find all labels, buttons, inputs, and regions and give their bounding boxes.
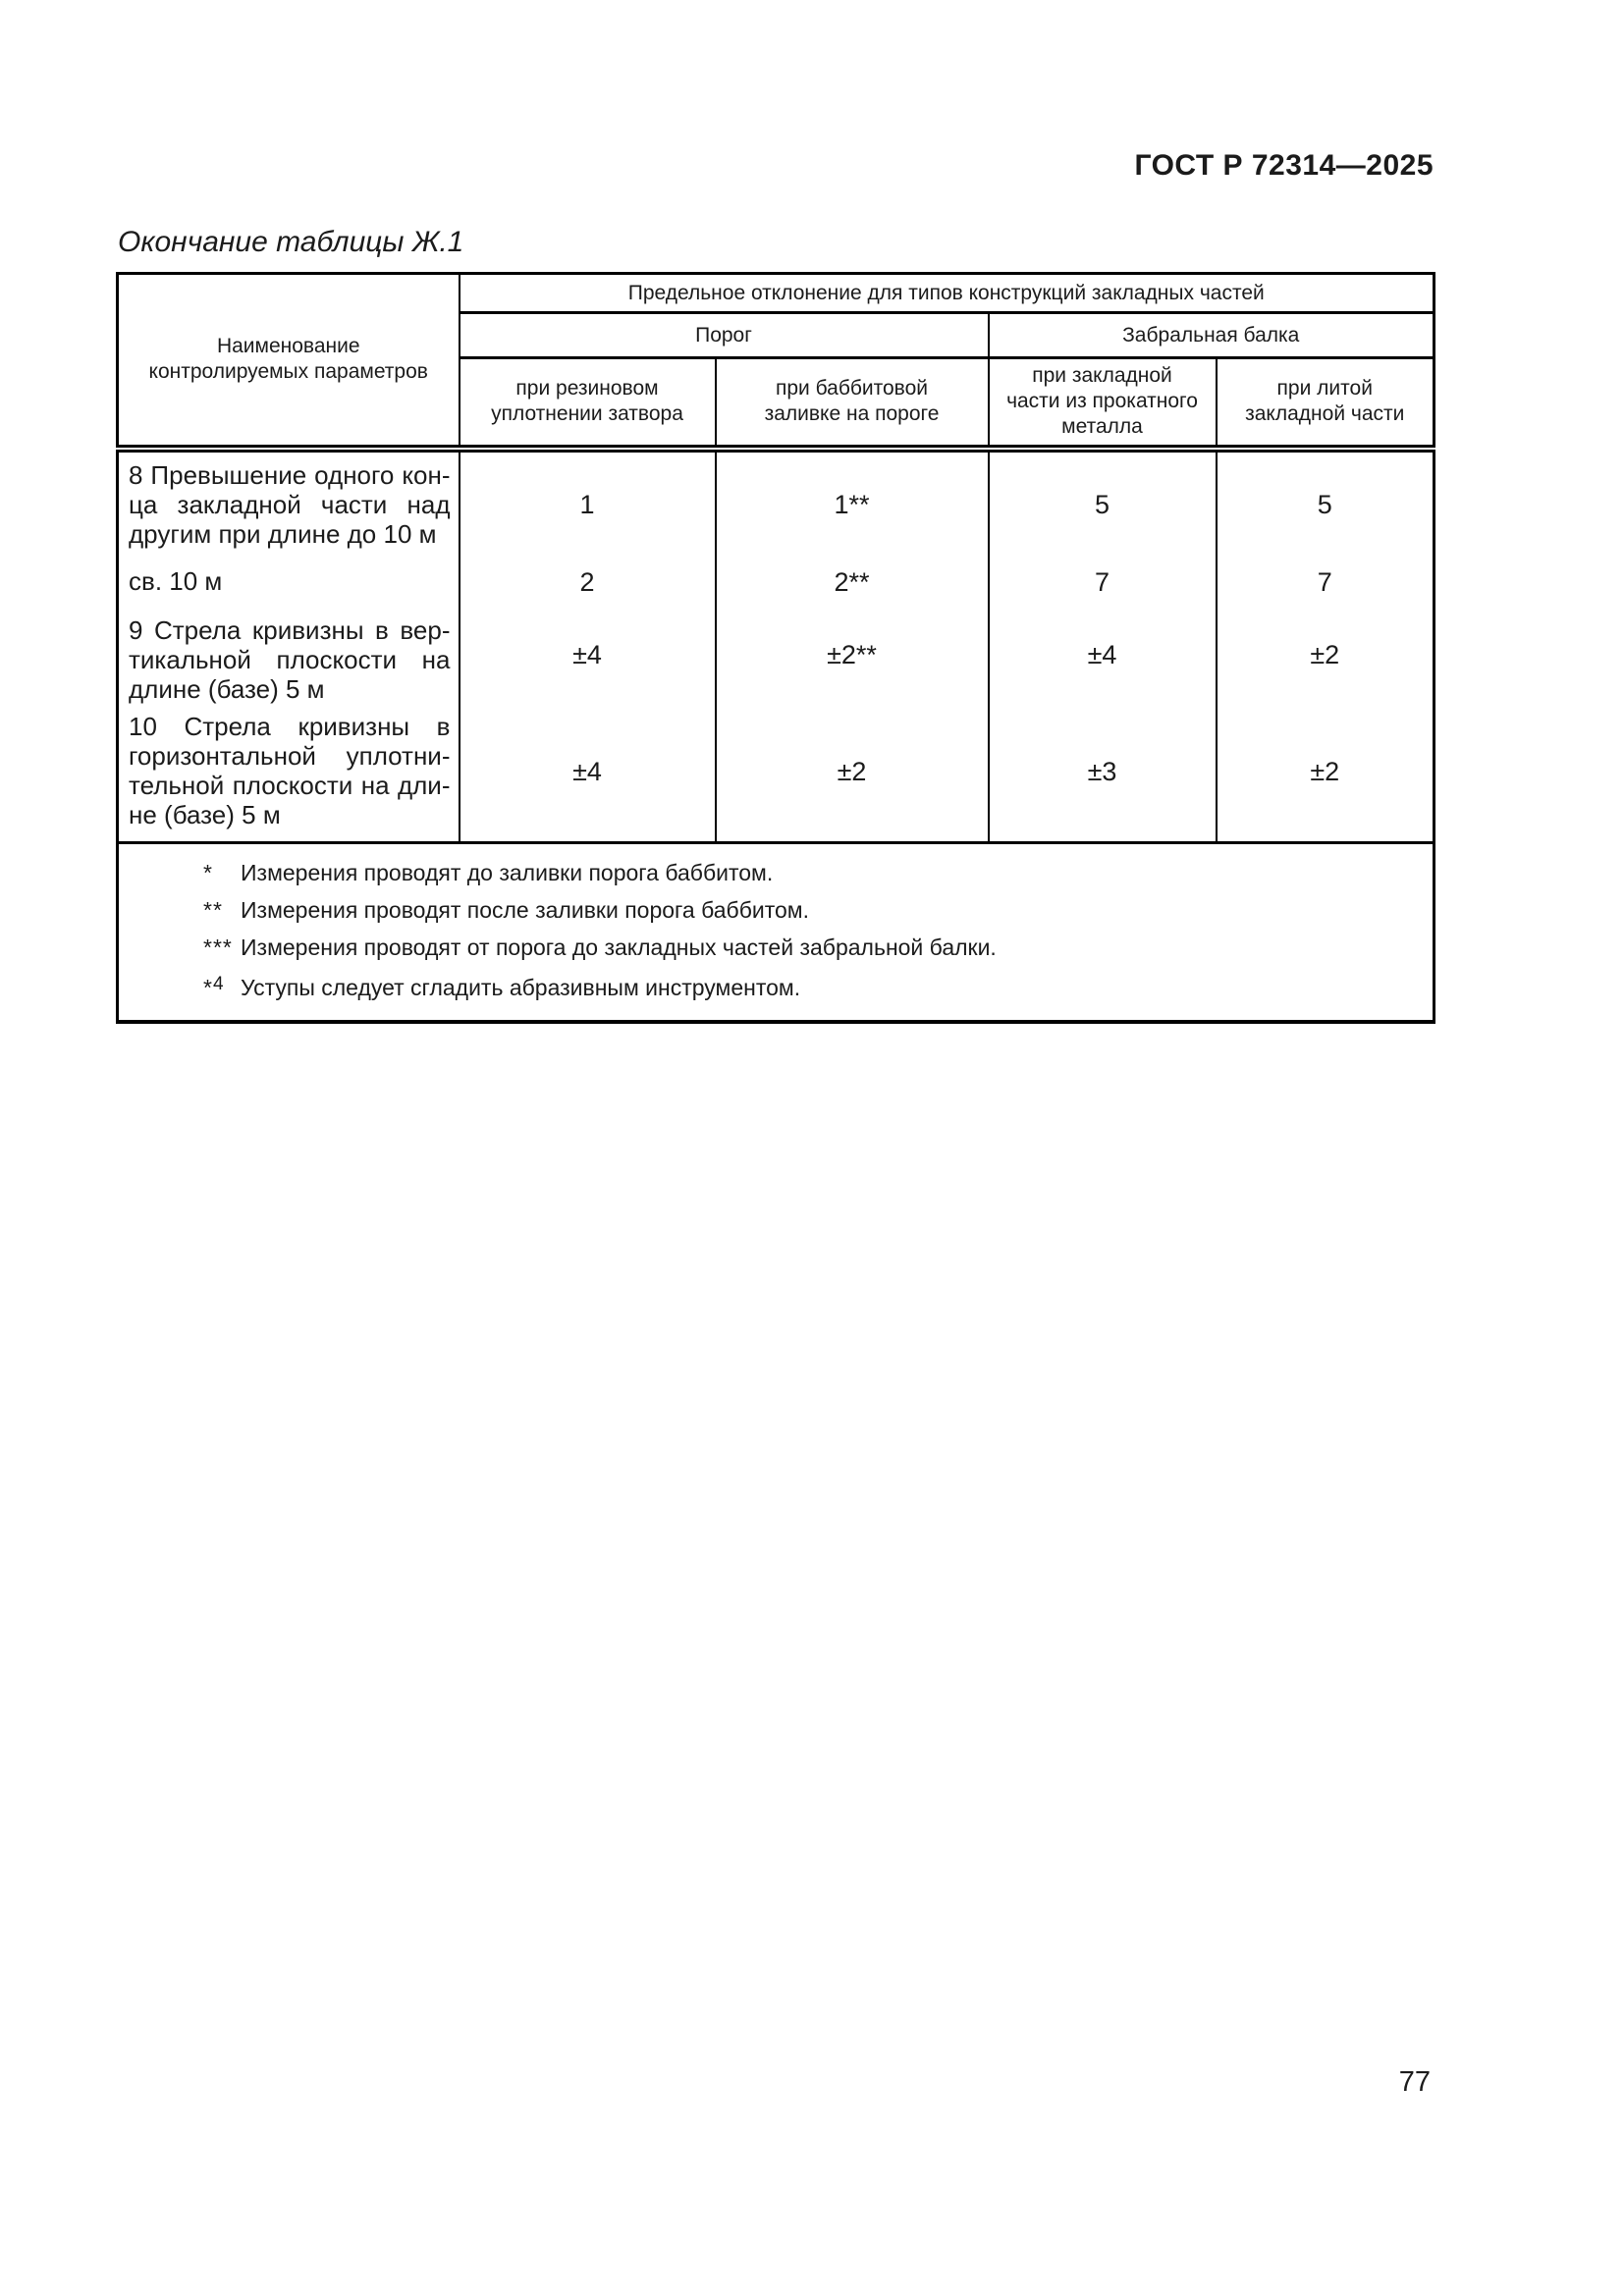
table-row bbox=[118, 608, 1435, 704]
table-row bbox=[118, 704, 1435, 843]
table-row bbox=[118, 449, 1435, 559]
param-text-line: 8 Превышение одного кон- bbox=[129, 459, 451, 490]
value-cell: ±4 bbox=[460, 608, 716, 704]
footnotes-row bbox=[118, 843, 1435, 1023]
footnote-text: Уступы следует сгладить абразивным инструментом. bbox=[241, 975, 801, 1000]
value-cell: ±4 bbox=[460, 704, 716, 843]
footnote-text: Измерения проводят от порога до закладных частей забральной балки. bbox=[241, 934, 997, 960]
footnotes-cell bbox=[118, 843, 1435, 1023]
header-line: металла bbox=[1061, 415, 1143, 439]
header-line: части из прокатного bbox=[1006, 390, 1198, 413]
value-cell: 5 bbox=[989, 449, 1217, 559]
header-line: заливке на пороге bbox=[764, 402, 940, 426]
header-cell-rolled-metal bbox=[989, 358, 1217, 449]
header-line: при закладной bbox=[1032, 364, 1172, 388]
table-row bbox=[118, 559, 1435, 608]
value-cell: ±2** bbox=[716, 608, 989, 704]
param-text-line: св. 10 м bbox=[129, 565, 223, 596]
header-line: Наименование bbox=[216, 335, 360, 358]
header-line: при литой bbox=[1276, 377, 1373, 400]
param-text-line: тикальной плоскости на bbox=[129, 644, 451, 674]
footnote-marker: * bbox=[203, 860, 213, 885]
page-number: 77 bbox=[1398, 2066, 1431, 2098]
param-name-cell bbox=[118, 559, 460, 608]
param-text-line: 9 Стрела кривизны в вер- bbox=[129, 614, 451, 645]
footnote bbox=[203, 854, 1413, 891]
footnote-marker: ** bbox=[203, 897, 223, 923]
footnote-text: Измерения проводят после заливки порога баббитом. bbox=[241, 897, 810, 923]
footnote-marker: *$^4$ bbox=[203, 974, 225, 1000]
value-cell: 2 bbox=[460, 559, 716, 608]
param-text-line: тельной плоскости на дли- bbox=[129, 770, 451, 800]
header-cell-parameter-name bbox=[118, 274, 460, 449]
value-cell: ±3 bbox=[989, 704, 1217, 843]
value-cell: ±4 bbox=[989, 608, 1217, 704]
header-cell-limit-deviation: Предельное отклонение для типов конструкций закладных частей bbox=[460, 274, 1435, 313]
header-cell-rubber-seal bbox=[460, 358, 716, 449]
param-name-cell bbox=[118, 449, 460, 559]
footnote bbox=[203, 891, 1413, 929]
param-name-cell bbox=[118, 608, 460, 704]
value-cell: 1 bbox=[460, 449, 716, 559]
value-cell: 5 bbox=[1217, 449, 1435, 559]
param-name-cell bbox=[118, 704, 460, 843]
header-line: при резиновом bbox=[515, 377, 659, 400]
param-text-line: длине (базе) 5 м bbox=[129, 673, 325, 704]
value-cell: 2** bbox=[716, 559, 989, 608]
value-cell: ±2 bbox=[1217, 704, 1435, 843]
header-cell-zabralnaya-balka: Забральная балка bbox=[989, 313, 1435, 358]
value-cell: ±2 bbox=[716, 704, 989, 843]
header-line: уплотнении затвора bbox=[491, 402, 683, 426]
footnote-marker: *** bbox=[203, 934, 233, 960]
param-text-line: горизонтальной уплотни- bbox=[129, 740, 451, 771]
param-text-line: другим при длине до 10 м bbox=[129, 518, 437, 549]
footnote-marker-sup: 4 bbox=[212, 974, 225, 994]
footnote bbox=[203, 966, 1413, 1006]
value-cell: 7 bbox=[1217, 559, 1435, 608]
table-caption: Окончание таблицы Ж.1 bbox=[118, 226, 464, 258]
header-cell-babbitt-fill bbox=[716, 358, 989, 449]
value-cell: 1** bbox=[716, 449, 989, 559]
table-header-row-1 bbox=[118, 274, 1435, 313]
value-cell: 7 bbox=[989, 559, 1217, 608]
footnote bbox=[203, 929, 1413, 966]
standard-number-header: ГОСТ Р 72314—2025 bbox=[1134, 149, 1434, 182]
param-text-line: не (базе) 5 м bbox=[129, 799, 281, 829]
header-cell-porog: Порог bbox=[460, 313, 989, 358]
header-line: контролируемых параметров bbox=[148, 360, 428, 384]
header-cell-cast-part bbox=[1217, 358, 1435, 449]
header-line: закладной части bbox=[1245, 402, 1405, 426]
param-text-line: ца закладной части над bbox=[129, 489, 451, 519]
header-line: при баббитовой bbox=[775, 377, 929, 400]
value-cell: ±2 bbox=[1217, 608, 1435, 704]
deviation-table bbox=[116, 272, 1435, 1024]
param-text-line: 10 Стрела кривизны в bbox=[129, 711, 451, 741]
footnote-text: Измерения проводят до заливки порога баббитом. bbox=[241, 860, 774, 885]
